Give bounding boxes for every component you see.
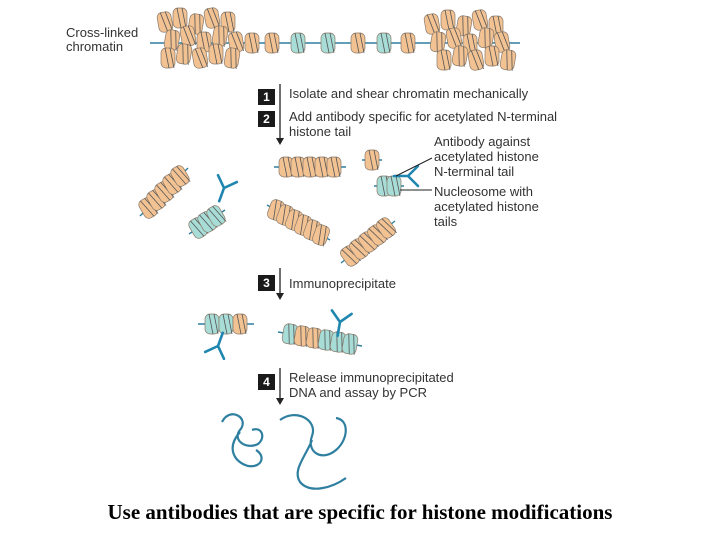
nucleosome <box>441 10 455 30</box>
dna-strand-2 <box>280 415 346 489</box>
nucleosome <box>351 33 365 53</box>
step-1-badge: 1 <box>258 89 275 105</box>
nucleosome <box>223 47 240 69</box>
chromatin-label-line2: chromatin <box>66 39 124 54</box>
nucleosome <box>173 8 187 28</box>
nucleosome <box>485 46 499 66</box>
nucleosome <box>161 48 175 68</box>
acetylated-nucleosome <box>387 176 401 196</box>
ip-fragment-1 <box>198 314 254 334</box>
nucleosome-label-line2: acetylated histone <box>434 199 539 214</box>
fragment-plain-2 <box>274 157 346 177</box>
step-4-text-line1: Release immunoprecipitated <box>289 370 454 385</box>
leader-antibody <box>396 158 432 176</box>
chromatin-label-line1: Cross-linked <box>66 25 139 40</box>
label-leader-lines <box>396 158 432 190</box>
nucleosome <box>245 33 259 53</box>
fragment-acetylated-1 <box>187 204 227 240</box>
arrowhead-step-4 <box>276 398 284 405</box>
acetylated-nucleosome <box>219 314 233 334</box>
nucleosome <box>437 50 451 70</box>
released-dna <box>222 414 346 488</box>
fragment-plain-3 <box>266 198 331 247</box>
step-2-text-line1: Add antibody specific for acetylated N-terminal <box>289 109 558 124</box>
step-2-badge: 2 <box>258 111 275 127</box>
ip-fragment-2 <box>278 323 362 355</box>
nucleosome <box>209 44 223 64</box>
step-4-badge: 4 <box>258 374 275 390</box>
arrowhead-step-3 <box>276 293 284 300</box>
nucleosome <box>233 314 247 334</box>
step-3-badge: 3 <box>258 275 275 291</box>
fragment-plain-5 <box>339 216 398 268</box>
step-arrows <box>276 84 284 405</box>
acetylated-nucleosome <box>377 33 391 53</box>
acetylated-nucleosome <box>205 314 219 334</box>
nucleosome <box>401 33 415 53</box>
fragment-acetylated-2 <box>374 176 404 196</box>
antibody-bound-1 <box>210 175 237 204</box>
nucleosome <box>265 33 279 53</box>
step-1-text: Isolate and shear chromatin mechanically <box>289 86 529 101</box>
step-4-text-line2: DNA and assay by PCR <box>289 385 428 400</box>
nucleosome <box>327 157 341 177</box>
cross-linked-chromatin <box>150 7 520 71</box>
fragment-plain-1 <box>137 164 191 220</box>
dna-strand-1 <box>222 414 262 466</box>
acetylated-nucleosome <box>321 33 335 53</box>
nucleosome-label-line1: Nucleosome with <box>434 184 533 199</box>
arrowhead-step-1-2 <box>276 138 284 145</box>
antibody-label-line2: acetylated histone <box>434 149 539 164</box>
fragment-plain-4 <box>362 150 382 170</box>
nucleosome-label-line3: tails <box>434 214 458 229</box>
step-3-text: Immunoprecipitate <box>289 276 396 291</box>
antibody-label-line3: N-terminal tail <box>434 164 515 179</box>
nucleosome <box>467 49 484 71</box>
acetylated-nucleosome <box>291 33 305 53</box>
antibody-label-line1: Antibody against <box>434 134 531 149</box>
nucleosome <box>365 150 379 170</box>
step-2-text-line2: histone tail <box>289 124 352 139</box>
immunoprecipitated-fragments <box>198 310 362 358</box>
slide-caption: Use antibodies that are specific for histone modifications <box>107 500 613 524</box>
sheared-fragments <box>137 150 418 268</box>
